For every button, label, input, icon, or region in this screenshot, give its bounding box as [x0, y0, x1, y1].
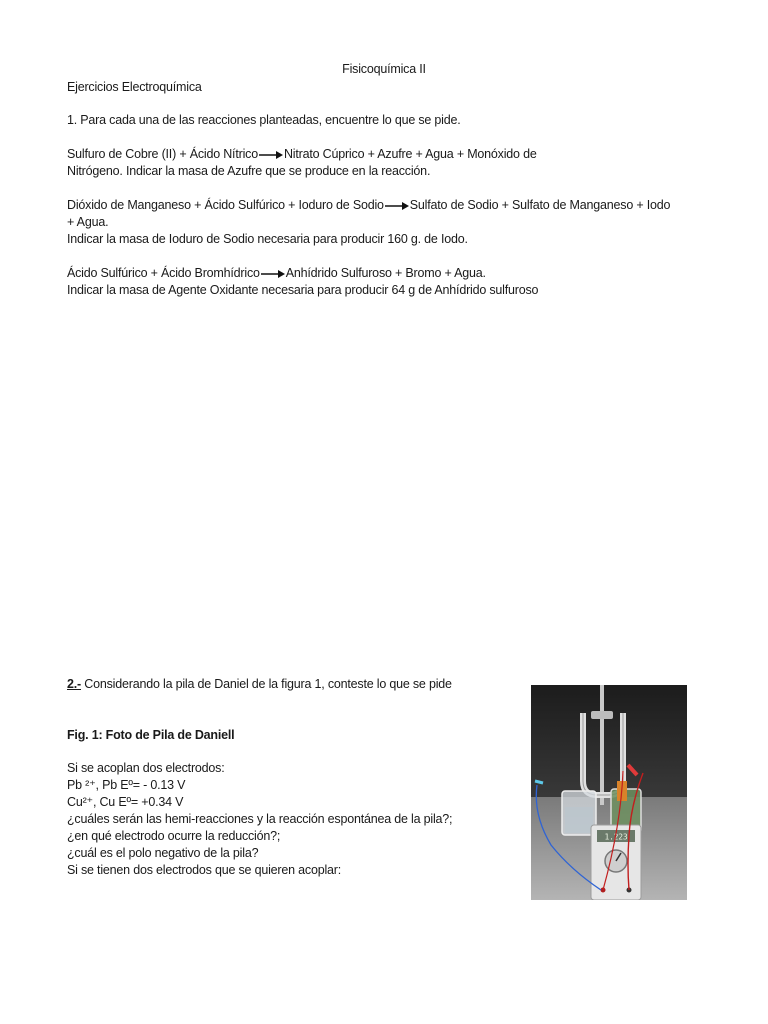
- question-1-intro: 1. Para cada una de las reacciones planteadas, encuentre lo que se pide.: [67, 113, 461, 127]
- reaction-2-reactants: Dióxido de Manganeso + Ácido Sulfúrico + Ioduro de Sodio: [67, 198, 384, 212]
- reaction-2-line-1: [67, 198, 670, 213]
- figure-caption: Fig. 1: Foto de Pila de Daniell: [67, 728, 235, 742]
- reaction-3-products: Anhídrido Sulfuroso + Bromo + Agua.: [285, 266, 486, 280]
- q2-line-7: Si se tienen dos electrodos que se quieren acoplar:: [67, 863, 342, 877]
- reaction-3-reactants: Ácido Sulfúrico + Ácido Bromhídrico: [67, 266, 260, 280]
- meter-reading: 1.223: [604, 832, 628, 842]
- arrow-right-icon: [259, 151, 283, 159]
- reaction-3-line-1: [67, 266, 486, 281]
- question-2-intro-line: [67, 677, 452, 692]
- q2-line-2: Pb ²⁺, Pb Eº= - 0.13 V: [67, 778, 186, 792]
- q2-line-3: Cu²⁺, Cu Eº= +0.34 V: [67, 795, 184, 809]
- question-2-number: 2.-: [67, 677, 81, 691]
- q2-line-5: ¿en qué electrodo ocurre la reducción?;: [67, 829, 281, 843]
- reaction-2-line-3: Indicar la masa de Ioduro de Sodio necesaria para producir 160 g. de Iodo.: [67, 232, 468, 246]
- reaction-1-reactants: Sulfuro de Cobre (II) + Ácido Nítrico: [67, 147, 258, 161]
- q2-line-4: ¿cuáles serán las hemi-reacciones y la reacción espontánea de la pila?;: [67, 812, 453, 826]
- daniell-cell-photo: [531, 685, 687, 900]
- reaction-3-line-2: Indicar la masa de Agente Oxidante necesaria para producir 64 g de Anhídrido sulfuroso: [67, 283, 539, 297]
- question-2-intro: Considerando la pila de Daniel de la figura 1, conteste lo que se pide: [84, 677, 452, 691]
- page-title: Fisicoquímica II: [342, 62, 426, 76]
- arrow-right-icon: [385, 202, 409, 210]
- q2-line-1: Si se acoplan dos electrodos:: [67, 761, 225, 775]
- q2-line-6: ¿cuál es el polo negativo de la pila?: [67, 846, 259, 860]
- arrow-right-icon: [261, 270, 285, 278]
- reaction-1-products: Nitrato Cúprico + Azufre + Agua + Monóxido de: [283, 147, 537, 161]
- reaction-2-products: Sulfato de Sodio + Sulfato de Manganeso + Iodo: [409, 198, 671, 212]
- reaction-2-line-2: + Agua.: [67, 215, 109, 229]
- reaction-1-line-2: Nitrógeno. Indicar la masa de Azufre que se produce en la reacción.: [67, 164, 431, 178]
- document-subtitle: Ejercicios Electroquímica: [67, 80, 202, 94]
- reaction-1-line-1: [67, 147, 537, 162]
